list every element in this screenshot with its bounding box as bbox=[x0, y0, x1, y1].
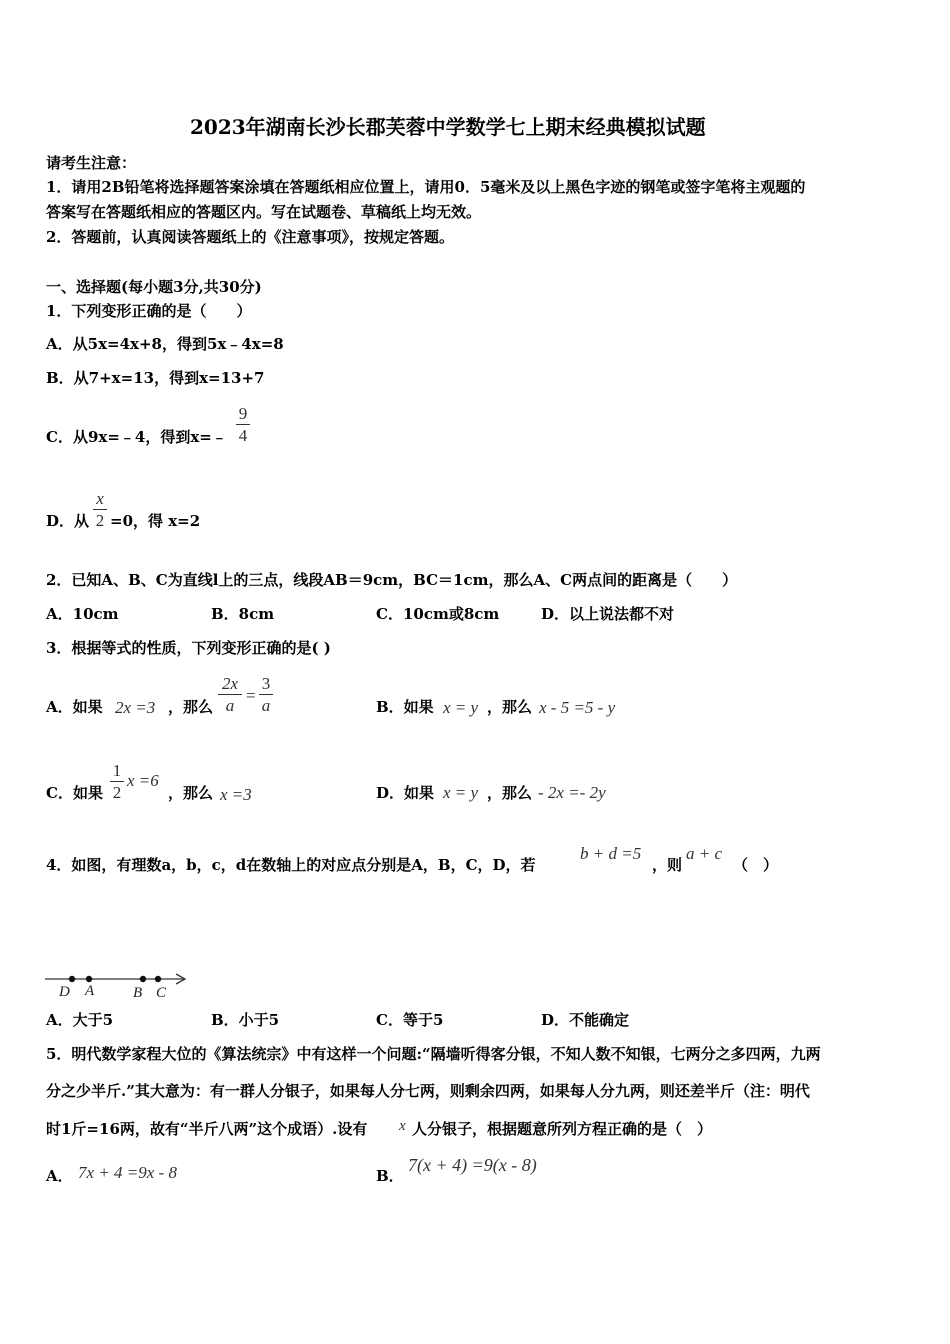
q3-c-numerator: 1 bbox=[112, 761, 122, 780]
q3-stem: 3．根据等式的性质，下列变形正确的是( ) bbox=[46, 639, 331, 657]
label-c: C bbox=[156, 985, 167, 1001]
q5-line-3b: 人分银子，根据题意所列方程正确的是（ ） bbox=[412, 1120, 713, 1138]
q4-option-a: A．大于5 bbox=[46, 1011, 114, 1029]
q3-d-math-2: - 2x =- 2y bbox=[538, 783, 606, 802]
q3-a-f1-denominator: a bbox=[225, 696, 235, 715]
q4-option-d: D．不能确定 bbox=[541, 1011, 630, 1029]
q3-d-math-1: x = y bbox=[443, 783, 479, 802]
q2-stem: 2．已知A、B、C为直线l上的三点，线段AB＝9cm，BC＝1cm，那么A、C两点间的距离是（ ） bbox=[46, 571, 738, 589]
q5-b-equation: 7(x + 4) =9(x - 8) bbox=[408, 1155, 537, 1175]
q3-d-then: ，那么 bbox=[487, 784, 533, 802]
q5-a-equation: 7x + 4 =9x - 8 bbox=[78, 1163, 177, 1182]
q1-d-numerator: x bbox=[96, 489, 104, 508]
q1-c-fraction bbox=[236, 405, 250, 444]
q4-paren: （ ） bbox=[733, 856, 779, 874]
label-d: D bbox=[59, 984, 70, 1000]
q2-option-d: D．以上说法都不对 bbox=[541, 605, 675, 623]
q1-d-denominator: 2 bbox=[95, 511, 105, 530]
q2-option-c: C．10cm或8cm bbox=[376, 605, 500, 623]
number-line-figure bbox=[40, 968, 190, 1004]
q3-c-denominator: 2 bbox=[112, 783, 122, 802]
point-c bbox=[155, 976, 161, 982]
q1-d-fraction bbox=[93, 490, 107, 529]
q4-then: ，则 bbox=[652, 856, 683, 874]
q3-c-math-2: x =3 bbox=[220, 785, 252, 804]
notice-line-3: 2．答题前，认真阅读答题纸上的《注意事项》，按规定答题。 bbox=[46, 228, 454, 246]
q3-a-fraction-1 bbox=[218, 675, 242, 714]
q3-a-f2-numerator: 3 bbox=[261, 674, 271, 693]
q1-c-denominator: 4 bbox=[238, 426, 248, 445]
q3-b-prefix: B．如果 bbox=[376, 698, 434, 716]
q4-math-2: a + c bbox=[686, 844, 723, 863]
notice-heading: 请考生注意： bbox=[46, 154, 137, 172]
q3-a-f2-denominator: a bbox=[261, 696, 271, 715]
q3-a-prefix: A．如果 bbox=[46, 698, 103, 716]
q1-c-numerator: 9 bbox=[238, 404, 248, 423]
q2-option-b: B．8cm bbox=[211, 605, 275, 623]
q2-option-a: A．10cm bbox=[46, 605, 119, 623]
q4-option-c: C．等于5 bbox=[376, 1011, 444, 1029]
q3-a-then: ，那么 bbox=[168, 698, 214, 716]
q3-d-prefix: D．如果 bbox=[376, 784, 435, 802]
q3-b-math-2: x - 5 =5 - y bbox=[539, 698, 616, 717]
q1-option-d-prefix: D．从 bbox=[46, 512, 90, 530]
q1-option-c: C．从9x=﹣4，得到x=﹣ bbox=[46, 428, 227, 446]
notice-line-1: 1．请用2B铅笔将选择题答案涂填在答题纸相应位置上，请用0．5毫米及以上黑色字迹的钢笔或签字笔将主观题的 bbox=[46, 178, 806, 196]
notice-line-2: 答案写在答题纸相应的答题区内。写在试题卷、草稿纸上均无效。 bbox=[46, 203, 482, 221]
q3-b-math-1: x = y bbox=[443, 698, 479, 717]
q4-math-1: b + d =5 bbox=[580, 844, 642, 863]
q5-line-2: 分之少半斤.”其大意为：有一群人分银子，如果每人分七两，则剩余四两，如果每人分九两，则还差半斤（注：明代 bbox=[46, 1082, 810, 1100]
q5-line-1: 5．明代数学家程大位的《算法统宗》中有这样一个问题:“隔墙听得客分银，不知人数不知银，七两分之多四两，九两 bbox=[46, 1045, 821, 1063]
q3-c-prefix: C．如果 bbox=[46, 784, 103, 802]
q1-option-a: A．从5x=4x+8，得到5x﹣4x=8 bbox=[46, 335, 284, 353]
q3-a-math: 2x =3 bbox=[115, 698, 156, 717]
page-title: 2023年湖南长沙长郡芙蓉中学数学七上期末经典模拟试题 bbox=[190, 115, 706, 139]
q3-c-math-1: x =6 bbox=[127, 771, 159, 790]
point-d bbox=[69, 976, 75, 982]
q3-a-fraction-2 bbox=[259, 675, 273, 714]
q1-option-b: B．从7+x=13，得到x=13+7 bbox=[46, 369, 265, 387]
q5-variable-x: x bbox=[399, 1118, 406, 1134]
q5-b-label: B． bbox=[376, 1167, 404, 1185]
q3-a-equals: = bbox=[246, 686, 256, 705]
q5-line-3a: 时1斤=16两，故有“半斤八两”这个成语）.设有 bbox=[46, 1120, 368, 1138]
label-b: B bbox=[133, 985, 143, 1001]
q1-stem: 1．下列变形正确的是（ ） bbox=[46, 302, 252, 320]
q3-b-then: ，那么 bbox=[487, 698, 533, 716]
label-a: A bbox=[85, 983, 95, 999]
section-heading: 一、选择题(每小题3分,共30分) bbox=[46, 278, 262, 296]
q3-c-fraction bbox=[110, 762, 124, 801]
point-b bbox=[140, 976, 146, 982]
q3-c-then: ，那么 bbox=[168, 784, 214, 802]
q4-stem: 4．如图，有理数a，b，c，d在数轴上的对应点分别是A，B，C，D，若 bbox=[46, 856, 536, 874]
q1-option-d-suffix: =0，得 x=2 bbox=[110, 512, 201, 530]
q5-a-label: A． bbox=[46, 1167, 73, 1185]
point-a bbox=[86, 976, 92, 982]
q4-option-b: B．小于5 bbox=[211, 1011, 280, 1029]
q3-a-f1-numerator: 2x bbox=[221, 674, 239, 693]
